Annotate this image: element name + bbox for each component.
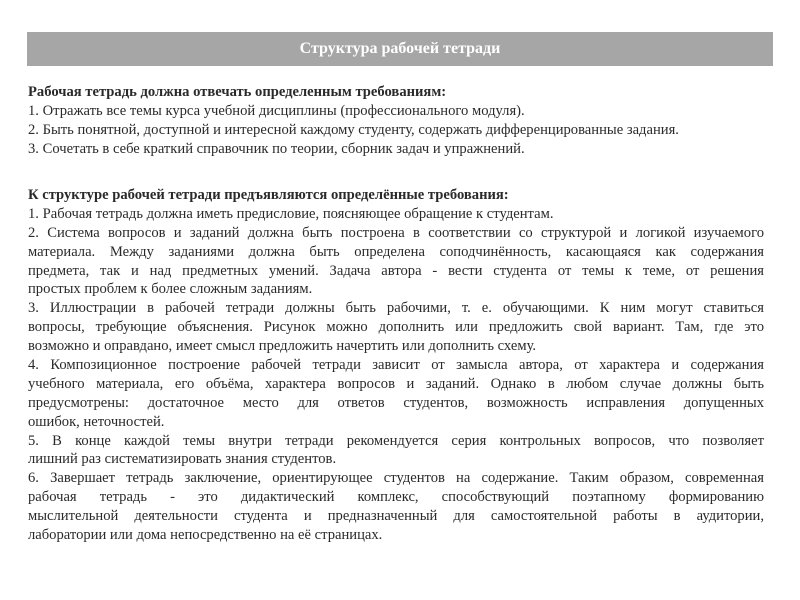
text-line: лишний раз систематизировать знания студентов.	[28, 451, 337, 468]
text-line: предмета, так и над предметных умений. Задача автора - вести студента от темы к теме, от решения	[28, 262, 764, 279]
requirements-section	[28, 83, 764, 159]
list-item	[28, 205, 764, 224]
text-line: возможно и оправдано, имеет смысл предложить начертить или дополнить схему.	[28, 338, 537, 355]
text-line: 5. В конце каждой темы внутри тетради рекомендуется серия контрольных вопросов, что позволяет	[28, 432, 764, 449]
text-line: 1. Отражать все темы курса учебной дисциплины (профессионального модуля).	[28, 102, 525, 119]
list-item	[28, 469, 764, 545]
text-line: мыслительной деятельности студента и предназначенный для самостоятельной работы в аудитории,	[28, 508, 764, 525]
text-line: простых проблем к более сложным заданиям.	[28, 281, 313, 298]
list-item	[28, 356, 764, 432]
text-line: лаборатории или дома непосредственно на её страницах.	[28, 527, 383, 544]
text-line: рабочая тетрадь - это дидактический комплекс, способствующий поэтапному формированию	[28, 489, 764, 506]
section-heading: Рабочая тетрадь должна отвечать определенным требованиям:	[28, 84, 447, 100]
slide-title: Структура рабочей тетради	[299, 40, 501, 57]
text-line: ошибок, неточностей.	[28, 413, 165, 430]
structure-requirements-section	[28, 186, 764, 545]
text-line: 2. Быть понятной, доступной и интересной каждому студенту, содержать дифференцированные задания.	[28, 121, 679, 138]
text-line: 4. Композиционное построение рабочей тетради зависит от замысла автора, от характера и содержания	[28, 357, 764, 374]
text-line: 1. Рабочая тетрадь должна иметь предисловие, поясняющее обращение к студентам.	[28, 205, 554, 222]
text-line: 6. Завершает тетрадь заключение, ориентирующее студентов на содержание. Таким образом, современная	[28, 470, 764, 487]
section-heading: К структуре рабочей тетради предъявляются определённые требования:	[28, 187, 509, 203]
text-line: учебного материала, его объёма, характера вопросов и заданий. Однако в любом случае должны быть	[28, 375, 764, 392]
list-item	[28, 224, 764, 300]
list-item	[28, 299, 764, 356]
slide-title-bar	[27, 32, 773, 66]
text-line: 2. Система вопросов и заданий должна быть построена в соответствии со структурой и логикой изучаемого	[28, 224, 764, 241]
list-item	[28, 140, 764, 159]
list-item	[28, 121, 764, 140]
list-item	[28, 102, 764, 121]
text-line: материала. Между заданиями должна быть определена соподчинённость, касающаяся как содержания	[28, 243, 764, 260]
text-line: вопросы, требующие объяснения. Рисунок можно дополнить или предложить свой вариант. Там, где это	[28, 319, 764, 336]
list-item	[28, 432, 764, 470]
text-line: 3. Иллюстрации в рабочей тетради должны быть рабочими, т. е. обучающими. К ним могут ставиться	[28, 300, 764, 317]
text-line: 3. Сочетать в себе краткий справочник по теории, сборник задач и упражнений.	[28, 140, 525, 157]
text-line: предусмотрены: достаточное место для ответов студентов, возможность исправления допущенных	[28, 394, 764, 411]
